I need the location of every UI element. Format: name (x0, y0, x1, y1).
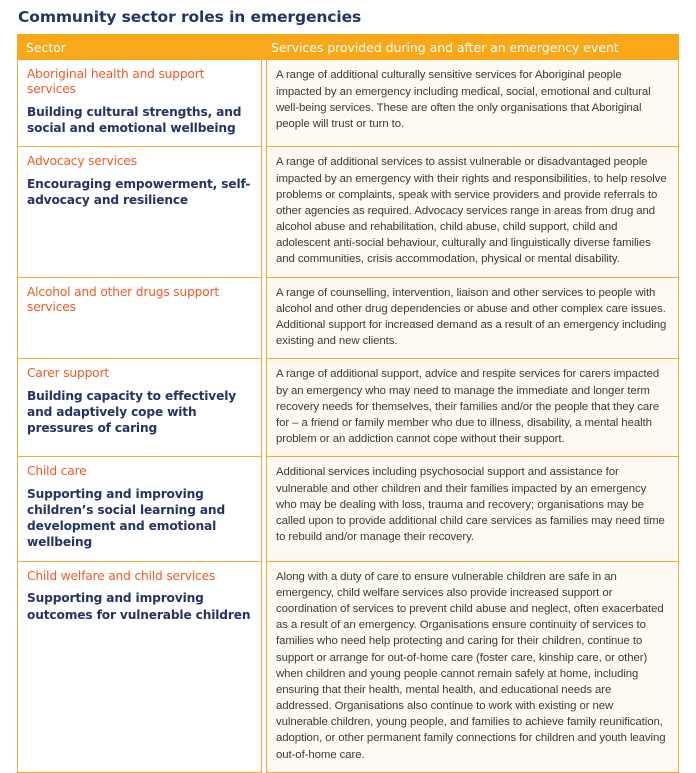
cell-services (266, 562, 679, 773)
column-header-services: Services provided during and after an emergency event (271, 39, 619, 55)
service-description: A range of additional support, advice and respite services for carers impacted by an emergency who may need to manage the immediate and longer term recovery needs for themselves, their families and/or the people that they care for – a friend or family member who due to illness, disability, a mental health problem or an addiction cannot cope without their support. (276, 368, 660, 446)
service-description: A range of counselling, intervention, liaison and other services to people with alcohol and other drug dependencies or abuse and other complex care issues. Additional support for increased demand as a result of an emergency including existing and new clients. (276, 286, 667, 348)
sector-name: Advocacy services (27, 154, 137, 169)
sector-tagline: Building cultural strengths, and social and emotional wellbeing (27, 105, 242, 136)
sector-name: Alcohol and other drugs support services (27, 284, 220, 314)
sector-tagline: Supporting and improving children’s social learning and development and emotional wellbeing (27, 487, 226, 550)
cell-sector (17, 457, 262, 561)
service-description: Along with a duty of care to ensure vulnerable children are safe in an emergency, child welfare services also provide increased support or coordination of services to prevent child abuse and neglect, often exacerbated as a result of an emergency. Organisations ensure continuity of services to families who need help protecting and caring for their children, continue to support or arrange for out-of-home care (foster care, kinship care, or other) when children and young people cannot remain safely at home, including ensuring that their health, mental health, and educational needs are addressed. Organisations also continue to work with existing or new vulnerable children, young people, and families to achieve family reunification, adoption, or other permanent family connections for children and youth leaving out-of-home care. (276, 570, 666, 761)
community-sector-roles-table (17, 34, 679, 772)
service-description: Additional services including psychosocial support and assistance for vulnerable and other children and their families impacted by an emergency who may be dealing with loss, trauma and recovery; organisations may be called upon to provide additional child care services as families may need time to rebuild and/or manage their recovery. (276, 466, 665, 544)
table-header-row (17, 34, 679, 60)
sector-name: Carer support (27, 366, 109, 381)
sector-tagline: Building capacity to effectively and adaptively cope with pressures of caring (27, 389, 237, 436)
sector-tagline: Supporting and improving outcomes for vulnerable children (27, 591, 251, 622)
cell-services (266, 278, 679, 360)
table-row (17, 562, 679, 773)
sector-name: Child welfare and child services (27, 568, 216, 583)
table-row (17, 147, 679, 277)
sector-name: Aboriginal health and support services (27, 67, 205, 97)
service-description: A range of additional services to assist vulnerable or disadvantaged people impacted by an emergency with their rights and responsibilities, to help resolve problems or complaints, speak with service providers and provide referrals to other agencies as required. Advocacy services range in areas from drug and alcohol abuse and rehabilitation, child abuse, child support, child and adolescent anti-social behaviour, culturally and linguistically diverse families and communities, crisis accommodation, physical or mental disability. (276, 156, 667, 266)
cell-services (266, 60, 679, 147)
page-title: Community sector roles in emergencies (18, 8, 362, 26)
sector-tagline: Encouraging empowerment, self-advocacy and resilience (27, 177, 251, 208)
cell-sector (17, 60, 262, 147)
cell-sector (17, 278, 262, 360)
column-header-sector: Sector (26, 39, 66, 55)
table-row (17, 359, 679, 457)
cell-services (266, 457, 679, 561)
cell-sector (17, 359, 262, 457)
cell-sector (17, 147, 262, 277)
service-description: A range of additional culturally sensitive services for Aboriginal people impacted by an emergency including medical, social, emotional and cultural well-being services. These are often the only organisations that Aboriginal people will trust or turn to. (276, 69, 651, 130)
table-row (17, 278, 679, 360)
cell-sector (17, 562, 262, 773)
table-row (17, 60, 679, 147)
cell-services (266, 147, 679, 277)
table-row (17, 457, 679, 561)
sector-name: Child care (27, 464, 87, 479)
cell-services (266, 359, 679, 457)
